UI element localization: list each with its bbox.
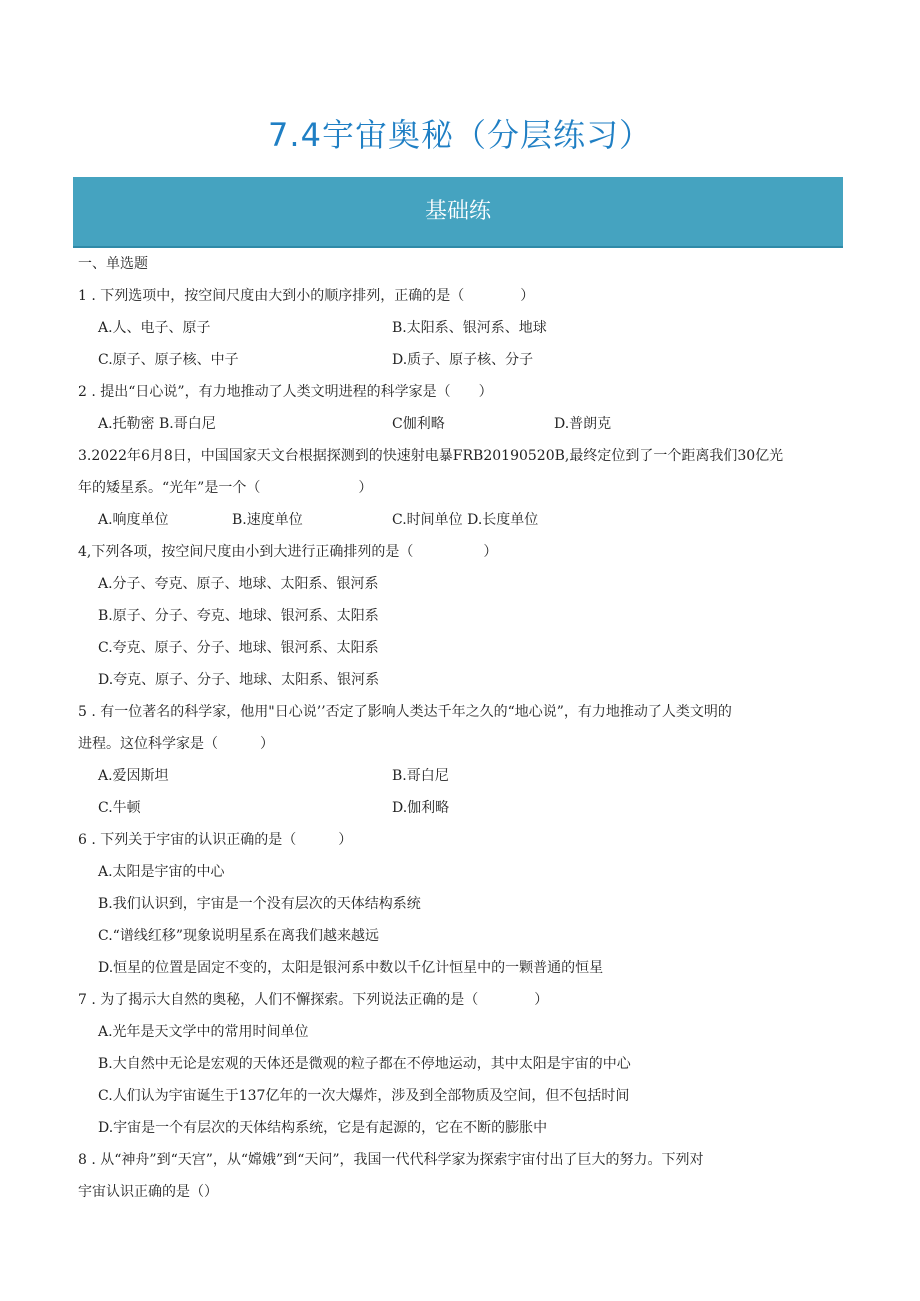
question-8-stem-line-1: 8 . 从“神舟”到“天宫”，从“嫦娥”到“天问”，我国一代代科学家为探索宇宙付出了巨大的努力。下列对 [78, 1152, 704, 1168]
question-4-option-c: C.夸克、原子、分子、地球、银河系、太阳系 [98, 640, 379, 656]
question-5-stem-line-2: 进程。这位科学家是（ ） [78, 736, 274, 752]
question-7-option-a: A.光年是天文学中的常用时间单位 [98, 1024, 309, 1040]
question-5-option-a: A.爱因斯坦 [98, 768, 169, 784]
question-2-stem: 2 . 提出“日心说”，有力地推动了人类文明进程的科学家是（ ） [78, 384, 493, 400]
question-2-option-ab: A.托勒密 B.哥白尼 [98, 416, 216, 432]
question-5-option-d: D.伽利略 [392, 800, 450, 816]
question-1-option-a: A.人、电子、原子 [98, 320, 211, 336]
question-4-stem: 4,下列各项，按空间尺度由小到大进行正确排列的是（ ） [78, 544, 498, 560]
question-1-option-b: B.太阳系、银河系、地球 [392, 320, 547, 336]
question-7-option-c: C.人们认为宇宙诞生于137亿年的一次大爆炸，涉及到全部物质及空间，但不包括时间 [98, 1088, 630, 1104]
question-2-option-c: C伽利略 [392, 416, 445, 432]
question-5-options-row-2 [78, 792, 848, 824]
question-1-options-row-1 [78, 312, 848, 344]
question-6-option-c: C.“谱线红移”现象说明星系在离我们越来越远 [98, 928, 379, 944]
question-5-stem-line-1: 5 . 有一位著名的科学家，他用"日心说’’否定了影响人类达千年之久的“地心说”，有力地推动了人类文明的 [78, 704, 732, 720]
question-3-option-cd: C.时间单位 D.长度单位 [392, 512, 539, 528]
question-2-option-d: D.普朗克 [554, 416, 612, 432]
question-5-option-c: C.牛顿 [98, 800, 141, 816]
question-4-option-b: B.原子、分子、夸克、地球、银河系、太阳系 [98, 608, 379, 624]
question-7-option-d: D.宇宙是一个有层次的天体结构系统，它是有起源的，它在不断的膨胀中 [98, 1120, 548, 1136]
question-7-stem: 7 . 为了揭示大自然的奥秘，人们不懈探索。下列说法正确的是（ ） [78, 992, 549, 1008]
question-3-options-row [78, 504, 848, 536]
question-6-stem: 6 . 下列关于宇宙的认识正确的是（ ） [78, 832, 353, 848]
question-3-option-b: B.速度单位 [232, 512, 303, 528]
question-1-option-d: D.质子、原子核、分子 [392, 352, 534, 368]
question-3-option-a: A.响度单位 [98, 512, 169, 528]
question-7-option-b: B.大自然中无论是宏观的天体还是微观的粒子都在不停地运动，其中太阳是宇宙的中心 [98, 1056, 631, 1072]
document-title: 7.4宇宙奥秘（分层练习） [268, 116, 652, 154]
question-4-option-a: A.分子、夸克、原子、地球、太阳系、银河系 [98, 576, 379, 592]
section-heading: 一、单选题 [78, 256, 148, 272]
question-6-option-d: D.恒星的位置是固定不变的，太阳是银河系中数以千亿计恒星中的一颗普通的恒星 [98, 960, 604, 976]
question-4-option-d: D.夸克、原子、分子、地球、太阳系、银河系 [98, 672, 380, 688]
question-1-option-c: C.原子、原子核、中子 [98, 352, 239, 368]
question-5-option-b: B.哥白尼 [392, 768, 449, 784]
question-6-option-a: A.太阳是宇宙的中心 [98, 864, 225, 880]
question-8-stem-line-2: 宇宙认识正确的是（） [78, 1184, 218, 1200]
question-3-stem-line-2: 年的矮星系。“光年”是一个（ ） [78, 480, 373, 496]
question-list [78, 248, 848, 1208]
question-6-option-b: B.我们认识到，宇宙是一个没有层次的天体结构系统 [98, 896, 421, 912]
question-1-stem: 1 . 下列选项中，按空间尺度由大到小的顺序排列，正确的是（ ） [78, 288, 535, 304]
question-1-options-row-2 [78, 344, 848, 376]
section-banner: 基础练 [73, 177, 843, 248]
question-5-options-row-1 [78, 760, 848, 792]
question-2-options-row [78, 408, 848, 440]
question-3-stem-line-1: 3.2022年6月8日，中国国家天文台根据探测到的快速射电暴FRB20190520B,最终定位到了一个距离我们30亿光 [78, 448, 784, 464]
